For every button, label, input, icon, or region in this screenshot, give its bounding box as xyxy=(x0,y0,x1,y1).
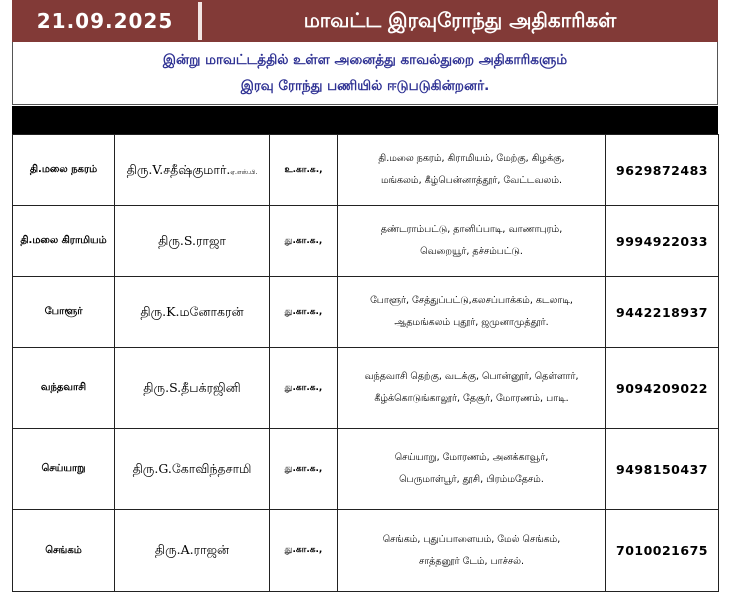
phone-cell: 9994922033 xyxy=(606,206,719,277)
notice-line-2: இரவு ரோந்து பணியில் ஈடுபடுகின்றனர். xyxy=(240,78,490,94)
officer-name-suffix: ஏ.எஸ்.பி. xyxy=(230,168,258,176)
rank-cell: து.கா.க., xyxy=(270,348,338,429)
jurisdiction-line: பெருமாள்பூர், தூசி, பிரம்மதேசம். xyxy=(399,474,544,485)
officer-name-cell xyxy=(115,277,270,348)
jurisdiction-line: வந்தவாசி தெற்கு, வடக்கு, பொன்னூர், தெள்ளார், xyxy=(364,371,579,382)
officer-name-cell xyxy=(115,206,270,277)
phone-cell: 9498150437 xyxy=(606,429,719,510)
jurisdiction-line: ஆதமங்கலம் புதூர், ஜமுனாமுத்தூர். xyxy=(394,317,549,328)
area-cell: தி.மலை நகரம் xyxy=(13,135,115,206)
page-title: மாவட்ட இரவுரோந்து அதிகாரிகள் xyxy=(303,7,617,32)
officer-name: திரு.V.சதீஷ்குமார். xyxy=(126,161,231,177)
jurisdiction-line: செங்கம், புதுப்பாளையம், மேல் செங்கம், xyxy=(382,533,561,545)
table-row xyxy=(13,510,719,592)
area-cell: செங்கம் xyxy=(13,510,115,592)
table-row xyxy=(13,277,719,348)
table-row xyxy=(13,135,719,206)
officer-name-cell xyxy=(115,135,270,206)
table-row xyxy=(13,429,719,510)
phone-cell: 9442218937 xyxy=(606,277,719,348)
jurisdiction-cell xyxy=(338,510,606,592)
rank-cell: உ.கா.க., xyxy=(270,135,338,206)
rank-cell: து.கா.க., xyxy=(270,206,338,277)
officer-name: திரு.G.கோவிந்தசாமி xyxy=(132,460,252,476)
jurisdiction-cell xyxy=(338,206,606,277)
jurisdiction-cell xyxy=(338,277,606,348)
table-row xyxy=(13,206,719,277)
jurisdiction-cell xyxy=(338,135,606,206)
area-cell: தி.மலை கிராமியம் xyxy=(13,206,115,277)
officer-name: திரு.A.ராஜன் xyxy=(154,542,230,557)
area-cell: வந்தவாசி xyxy=(13,348,115,429)
table-row xyxy=(13,348,719,429)
jurisdiction-line: தண்டராம்பட்டு, தானிப்பாடி, வாணாபுரம், xyxy=(380,224,563,235)
phone-cell: 7010021675 xyxy=(606,510,719,592)
officer-name-cell xyxy=(115,348,270,429)
rank-cell: து.கா.க., xyxy=(270,510,338,592)
jurisdiction-cell xyxy=(338,429,606,510)
officer-name-cell xyxy=(115,510,270,592)
area-cell: போளூர் xyxy=(13,277,115,348)
report-date: 21.09.2025 xyxy=(36,9,174,33)
area-cell: செய்யாறு xyxy=(13,429,115,510)
officers-table xyxy=(12,134,719,592)
table-header-bar xyxy=(12,106,718,134)
jurisdiction-line: போளூர், சேத்துப்பட்டு,கலசப்பாக்கம், கடலாடி, xyxy=(370,295,573,306)
rank-cell: து.கா.க., xyxy=(270,429,338,510)
rank-cell: து.கா.க., xyxy=(270,277,338,348)
jurisdiction-line: சாத்தனூர் டேம், பாச்சல். xyxy=(418,555,525,567)
officer-name: திரு.S.ராஜா xyxy=(158,232,226,248)
phone-cell: 9629872483 xyxy=(606,135,719,206)
jurisdiction-line: வெறையூர், தச்சம்பட்டு. xyxy=(420,246,523,257)
notice-line-1: இன்று மாவட்டத்தில் உள்ள அனைத்து காவல்துறை அதிகாரிகளும் xyxy=(162,52,568,68)
jurisdiction-line: மங்கலம், கீழ்பென்னாத்தூர், வேட்டவலம். xyxy=(381,175,562,186)
header-banner xyxy=(12,0,718,42)
jurisdiction-line: கீழ்க்கொடுங்காலூர், தேசூர், மோரணம், பாடி. xyxy=(374,393,569,404)
jurisdiction-line: செய்யாறு, மோரணம், அனக்காவூர், xyxy=(394,452,549,463)
notice-box xyxy=(12,42,718,105)
phone-cell: 9094209022 xyxy=(606,348,719,429)
officer-name: திரு.K.மனோகரன் xyxy=(140,303,244,319)
jurisdiction-line: தி.மலை நகரம், கிராமியம், மேற்கு, கிழக்கு, xyxy=(378,153,565,164)
jurisdiction-cell xyxy=(338,348,606,429)
officer-name: திரு.S.தீபக்ரஜினி xyxy=(143,379,241,395)
officer-name-cell xyxy=(115,429,270,510)
